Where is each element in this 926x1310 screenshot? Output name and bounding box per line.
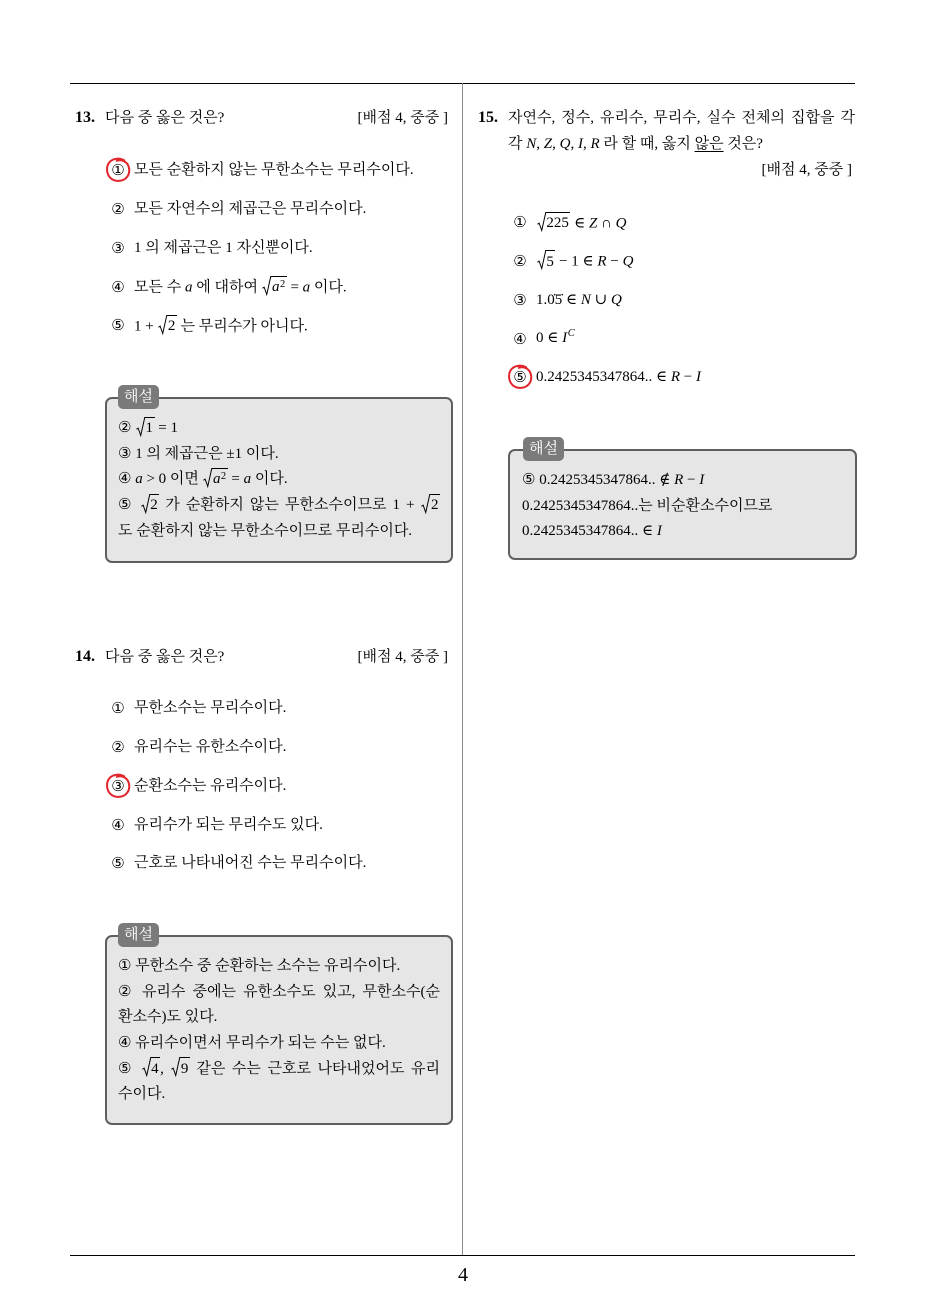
text-run: = 1 — [154, 420, 179, 436]
sqrt-radicand — [180, 1057, 190, 1077]
option-text — [134, 737, 286, 757]
text-run: ② — [118, 420, 136, 436]
option-number: ③ — [111, 776, 125, 795]
option-3 — [110, 229, 414, 268]
question-number: 15. — [478, 109, 498, 126]
text-run: > 0 이면 — [142, 471, 203, 488]
radical-sign-icon — [203, 468, 212, 488]
text-run: 0.2425345347864.. ∈ — [522, 523, 657, 540]
superscript: 2 — [220, 470, 227, 482]
text-run: 순환소수는 유리수이다. — [134, 777, 287, 794]
text-run: 모든 수 — [134, 279, 185, 296]
math-variable: Q — [559, 136, 571, 152]
square-root — [136, 417, 155, 437]
option-number: ⑤ — [513, 368, 527, 387]
math-variable: I — [562, 329, 568, 346]
math-variable: R — [670, 369, 681, 386]
option-text — [536, 212, 626, 233]
text-run: 에 대하여 — [192, 279, 262, 296]
text-run: = — [286, 279, 303, 296]
option-number-wrap — [110, 815, 134, 835]
text-run: ① 무한소수 중 순환하는 소수는 유리수이다. — [118, 958, 401, 974]
question-stem — [508, 107, 855, 159]
option-text — [536, 290, 622, 310]
square-root — [262, 276, 286, 296]
superscript-variable: C — [567, 328, 575, 340]
option-number: ② — [513, 252, 527, 271]
question-13-header — [75, 107, 450, 129]
option-number: ④ — [111, 815, 125, 834]
option-text — [134, 238, 313, 258]
radical-sign-icon — [136, 417, 145, 437]
option-number-wrap — [110, 853, 134, 873]
option-number: ② — [111, 200, 125, 219]
column-divider — [462, 83, 463, 1255]
question-stem — [105, 107, 224, 129]
square-root — [142, 1057, 161, 1077]
square-root — [158, 315, 177, 335]
text-run: 1 — [145, 420, 154, 436]
explanation-line — [118, 1031, 440, 1057]
text-run: ⑤ — [118, 497, 140, 514]
option-number-wrap — [512, 367, 536, 387]
option-number-wrap — [110, 277, 134, 297]
explanation-line — [118, 416, 440, 442]
text-run: ⑤ — [118, 1060, 141, 1077]
stem-line — [508, 133, 855, 159]
math-variable: I — [699, 472, 705, 488]
text-run: , — [582, 136, 591, 152]
superscript: 2 — [279, 278, 286, 290]
option-2 — [110, 190, 414, 229]
explanation-line — [118, 442, 440, 468]
explanation-body — [522, 468, 844, 545]
text-run: 자연수, 정수, 유리수, 무리수, 실수 전체의 집합을 각 — [508, 110, 855, 126]
sqrt-radicand — [271, 276, 286, 296]
math-variable: I — [656, 523, 662, 540]
explanation-line — [522, 519, 844, 545]
text-run: ② 유리수 중에는 유한소수도 있고, 무한소수(순 — [118, 983, 440, 1000]
option-1 — [110, 689, 366, 728]
explanation-label: 해설 — [118, 923, 159, 947]
option-text — [134, 776, 286, 796]
option-text — [134, 315, 308, 336]
explanation-line — [118, 1082, 440, 1108]
text-run: , — [160, 1060, 171, 1077]
text-run: − 1 ∈ — [555, 253, 598, 270]
text-run: 이다. — [310, 279, 347, 296]
text-run: 2 — [431, 497, 439, 514]
option-number-wrap — [110, 315, 134, 335]
text-run: 2 — [150, 497, 158, 514]
text-run: = — [227, 471, 244, 488]
option-4 — [110, 805, 366, 844]
math-variable: a — [213, 471, 221, 488]
math-variable: a — [135, 471, 143, 488]
radical-sign-icon — [537, 250, 546, 270]
text-run: ∪ — [590, 291, 611, 308]
square-root — [203, 468, 227, 488]
text-run: 환소수)도 있다. — [118, 1009, 218, 1026]
radical-sign-icon — [421, 494, 430, 514]
math-variable: R — [674, 472, 684, 488]
option-number: ② — [111, 738, 125, 757]
math-variable: a — [184, 279, 193, 296]
option-number-wrap — [110, 238, 134, 258]
option-text — [536, 328, 575, 350]
text-run: 2 — [167, 318, 176, 335]
math-variable: a — [302, 279, 311, 296]
option-5 — [110, 844, 366, 883]
math-variable: a — [243, 471, 252, 488]
text-run: 0 ∈ — [536, 329, 563, 346]
text-run: ∩ — [597, 215, 616, 232]
math-variable: I — [696, 369, 701, 386]
stem-line — [105, 646, 224, 668]
text-run: 모든 자연수의 제곱근은 무리수이다. — [134, 201, 367, 218]
explanation-line — [522, 494, 844, 520]
radical-sign-icon — [158, 315, 167, 335]
text-run: ④ — [118, 471, 136, 488]
option-number-wrap — [512, 290, 536, 310]
option-number: ① — [513, 213, 527, 232]
text-run: 도 순환하지 않는 무한소수이므로 무리수이다. — [118, 522, 413, 539]
option-1 — [110, 151, 414, 190]
underlined-text: 않은 — [694, 136, 724, 152]
explanation-line — [118, 467, 440, 493]
option-text — [134, 199, 366, 219]
option-number: ① — [111, 161, 125, 180]
square-root — [537, 250, 556, 270]
option-3 — [110, 767, 366, 806]
math-variable: R — [590, 136, 600, 152]
text-run: 다음 중 옳은 것은? — [105, 649, 225, 665]
question-14-explanation — [105, 927, 453, 1125]
option-4 — [512, 319, 701, 358]
text-run: 1.0̇5̇ ∈ — [536, 291, 581, 308]
option-3 — [512, 281, 701, 320]
option-1 — [512, 203, 701, 242]
sqrt-radicand — [167, 315, 177, 335]
text-run: 1 + — [134, 318, 158, 335]
option-number-wrap — [110, 776, 134, 796]
text-run: 225 — [546, 215, 569, 232]
text-run: ∈ — [570, 215, 589, 232]
option-number-wrap — [110, 698, 134, 718]
text-run: 1 의 제곱근은 1 자신뿐이다. — [134, 239, 313, 256]
text-run: , — [570, 136, 578, 152]
option-text — [134, 276, 347, 297]
explanation-line — [118, 954, 440, 980]
sqrt-radicand — [151, 1057, 161, 1077]
text-run: 라 할 때, 옳지 — [599, 136, 695, 152]
score-label: [배점 4, 중중 ] — [761, 162, 852, 178]
option-text — [536, 250, 633, 271]
sqrt-radicand — [546, 212, 571, 232]
sqrt-radicand — [145, 417, 155, 437]
text-run: 유리수는 유한소수이다. — [134, 739, 287, 756]
math-variable: R — [597, 253, 607, 270]
score-label: [배점 4, 중중 ] — [357, 110, 448, 126]
explanation-line — [118, 1057, 440, 1083]
option-text — [134, 853, 366, 873]
option-2 — [110, 728, 366, 767]
text-run: 이다. — [251, 471, 288, 488]
math-variable: Q — [610, 291, 622, 308]
option-number: ④ — [111, 277, 125, 296]
text-run: ④ 유리수이면서 무리수가 되는 수는 없다. — [118, 1035, 386, 1052]
option-number: ③ — [111, 238, 125, 257]
text-run: − — [683, 472, 700, 488]
math-variable: a — [272, 279, 280, 296]
option-5 — [512, 358, 701, 397]
square-root — [421, 494, 440, 514]
math-variable: Q — [615, 215, 627, 232]
option-number-wrap — [512, 329, 536, 349]
explanation-line — [118, 980, 440, 1006]
explanation-label: 해설 — [118, 385, 159, 409]
text-run: 다음 중 옳은 것은? — [105, 110, 225, 126]
radical-sign-icon — [262, 276, 271, 296]
explanation-body — [118, 416, 440, 544]
explanation-body — [118, 954, 440, 1108]
question-13-options — [110, 151, 414, 345]
stem-line — [508, 107, 855, 133]
text-run: 모든 순환하지 않는 무한소수는 무리수이다. — [134, 162, 414, 179]
option-number-wrap — [110, 160, 134, 180]
option-number-wrap — [110, 199, 134, 219]
math-variable: Q — [622, 253, 634, 270]
radical-sign-icon — [537, 212, 546, 232]
explanation-line — [522, 468, 844, 494]
sqrt-radicand — [212, 468, 227, 488]
explanation-line — [118, 1005, 440, 1031]
text-run: 0.2425345347864.. ∈ — [536, 369, 671, 386]
page-number: 4 — [458, 1264, 468, 1286]
math-variable: Z — [543, 136, 553, 152]
option-5 — [110, 306, 414, 345]
sqrt-radicand — [546, 250, 556, 270]
math-variable: Z — [588, 215, 598, 232]
text-run: 무한소수는 무리수이다. — [134, 700, 287, 717]
text-run: − — [680, 369, 696, 386]
text-run: , — [536, 136, 544, 152]
question-number: 13. — [75, 109, 95, 126]
option-4 — [110, 267, 414, 306]
question-15-options — [512, 203, 701, 397]
square-root — [537, 212, 571, 232]
radical-sign-icon — [141, 494, 150, 514]
text-run: 가 순환하지 않는 무한소수이므로 1 + — [159, 497, 421, 514]
radical-sign-icon — [142, 1057, 151, 1077]
option-2 — [512, 242, 701, 281]
square-root — [141, 494, 160, 514]
question-15-explanation — [508, 441, 857, 560]
option-number: ④ — [513, 329, 527, 348]
question-15-header — [478, 107, 857, 181]
text-run: 9 — [180, 1060, 189, 1077]
option-number: ⑤ — [111, 316, 125, 335]
text-run: − — [606, 253, 623, 270]
math-variable: I — [577, 136, 583, 152]
text-run: ③ 1 의 제곱근은 ±1 이다. — [118, 445, 279, 462]
question-number: 14. — [75, 648, 95, 665]
square-root — [171, 1057, 190, 1077]
text-run: ⑤ 0.2425345347864.. ∉ — [522, 472, 675, 488]
stem-line — [105, 107, 224, 129]
option-number-wrap — [512, 212, 536, 232]
option-number-wrap — [512, 251, 536, 271]
explanation-line — [118, 493, 440, 519]
option-text — [134, 815, 323, 835]
footer-rule — [70, 1255, 855, 1256]
text-run: 5 — [546, 253, 554, 270]
option-text — [134, 698, 286, 718]
text-run: 유리수가 되는 무리수도 있다. — [134, 816, 323, 833]
text-run: 같은 수는 근호로 나타내었어도 유리 — [189, 1060, 440, 1077]
text-run: 0.2425345347864..는 비순환소수이므로 — [522, 497, 773, 514]
math-variable: N — [526, 136, 537, 152]
text-run: , — [552, 136, 560, 152]
text-run: 수이다. — [118, 1086, 166, 1103]
explanation-label: 해설 — [523, 437, 564, 461]
sqrt-radicand — [150, 494, 160, 514]
text-run: 는 무리수가 아니다. — [176, 318, 308, 335]
option-number: ① — [111, 699, 125, 718]
sqrt-radicand — [430, 494, 440, 514]
option-number-wrap — [110, 737, 134, 757]
question-stem — [105, 646, 224, 668]
option-text — [536, 367, 701, 387]
text-run: 것은? — [723, 136, 763, 152]
option-text — [134, 160, 414, 180]
text-run: 근호로 나타내어진 수는 무리수이다. — [134, 855, 367, 872]
radical-sign-icon — [171, 1057, 180, 1077]
question-13-explanation — [105, 389, 453, 563]
question-14-options — [110, 689, 366, 883]
question-14-header — [75, 646, 450, 668]
explanation-line — [118, 519, 440, 545]
option-number: ③ — [513, 290, 527, 309]
score-label: [배점 4, 중중 ] — [357, 649, 448, 665]
math-variable: N — [580, 291, 591, 308]
text-run: 각 — [508, 136, 527, 152]
option-number: ⑤ — [111, 854, 125, 873]
text-run: 4 — [151, 1060, 159, 1077]
